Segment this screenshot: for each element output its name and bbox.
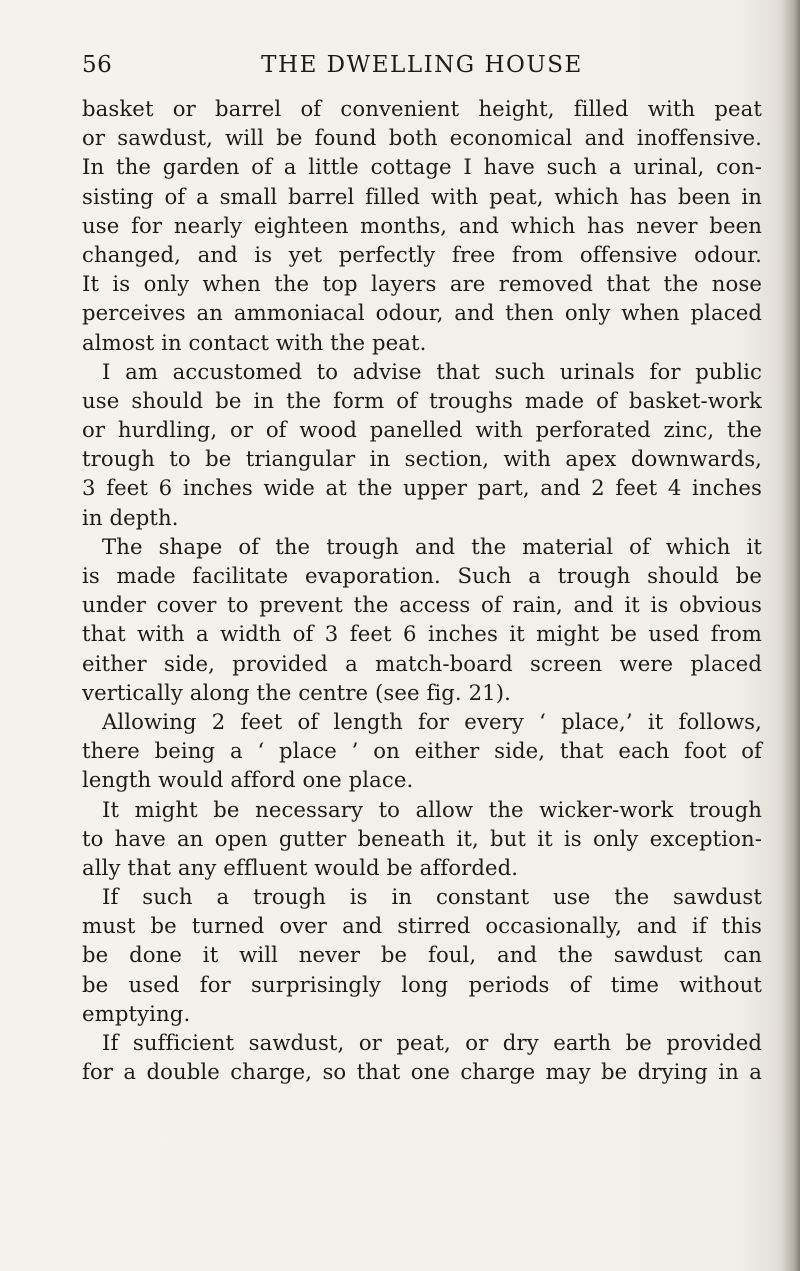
text-line: If sufficient sawdust, or peat, or dry earth be provided <box>102 1030 762 1055</box>
page-edge-shadow <box>782 0 800 1271</box>
text-line: 3 feet 6 inches wide at the upper part, and 2 feet 4 inches <box>82 475 762 501</box>
text-line: use for nearly eighteen months, and which has never been <box>82 212 762 238</box>
text-line: I am accustomed to advise that such urinals for public <box>102 358 762 384</box>
text-line: changed, and is yet perfectly free from offensive odour. <box>82 241 762 267</box>
text-line: almost in contact with the peat. <box>82 329 427 355</box>
text-line: use should be in the form of troughs made of basket-work <box>82 387 762 413</box>
text-line: that with a width of 3 feet 6 inches it might be used from <box>82 621 762 647</box>
text-line: for a double charge, so that one charge may be drying in a <box>82 1059 762 1085</box>
text-line: be done it will never be foul, and the sawdust can <box>82 942 762 968</box>
text-line: Allowing 2 feet of length for every ‘ place,’ it follows, <box>102 708 762 734</box>
running-title: THE DWELLING HOUSE <box>261 52 583 78</box>
text-line: or sawdust, will be found both economical and inoffensive. <box>82 125 762 151</box>
text-line: under cover to prevent the access of rain, and it is obvious <box>82 592 762 618</box>
text-line: must be turned over and stirred occasionally, and if this <box>82 913 762 939</box>
text-line: there being a ‘ place ’ on either side, that each foot of <box>82 738 762 764</box>
text-line: basket or barrel of convenient height, filled with peat <box>82 96 762 121</box>
text-line: length would afford one place. <box>82 767 414 793</box>
page-number: 56 <box>82 52 113 78</box>
text-line: either side, provided a match-board screen were placed <box>82 650 762 676</box>
body-text <box>82 94 762 1086</box>
text-line: trough to be triangular in section, with apex downwards, <box>82 446 762 472</box>
text-line: It is only when the top layers are removed that the nose <box>82 271 762 297</box>
text-line: be used for surprisingly long periods of time without <box>82 971 762 997</box>
text-line: In the garden of a little cottage I have such a urinal, con- <box>82 154 762 180</box>
text-line: in depth. <box>82 504 179 530</box>
text-line: emptying. <box>82 1000 191 1026</box>
text-line: If such a trough is in constant use the sawdust <box>102 884 762 910</box>
text-line: sisting of a small barrel filled with peat, which has been in <box>82 183 762 209</box>
text-line: It might be necessary to allow the wicker-work trough <box>102 796 762 822</box>
page-header <box>82 52 762 86</box>
text-line: The shape of the trough and the material of which it <box>102 533 762 559</box>
text-line: is made facilitate evaporation. Such a trough should be <box>82 563 762 588</box>
text-line: ally that any effluent would be afforded. <box>82 854 519 880</box>
text-line: vertically along the centre (see fig. 21). <box>82 679 511 705</box>
text-line: or hurdling, or of wood panelled with perforated zinc, the <box>82 417 762 443</box>
text-line: to have an open gutter beneath it, but it is only exception- <box>82 825 762 851</box>
text-line: perceives an ammoniacal odour, and then only when placed <box>82 300 762 326</box>
